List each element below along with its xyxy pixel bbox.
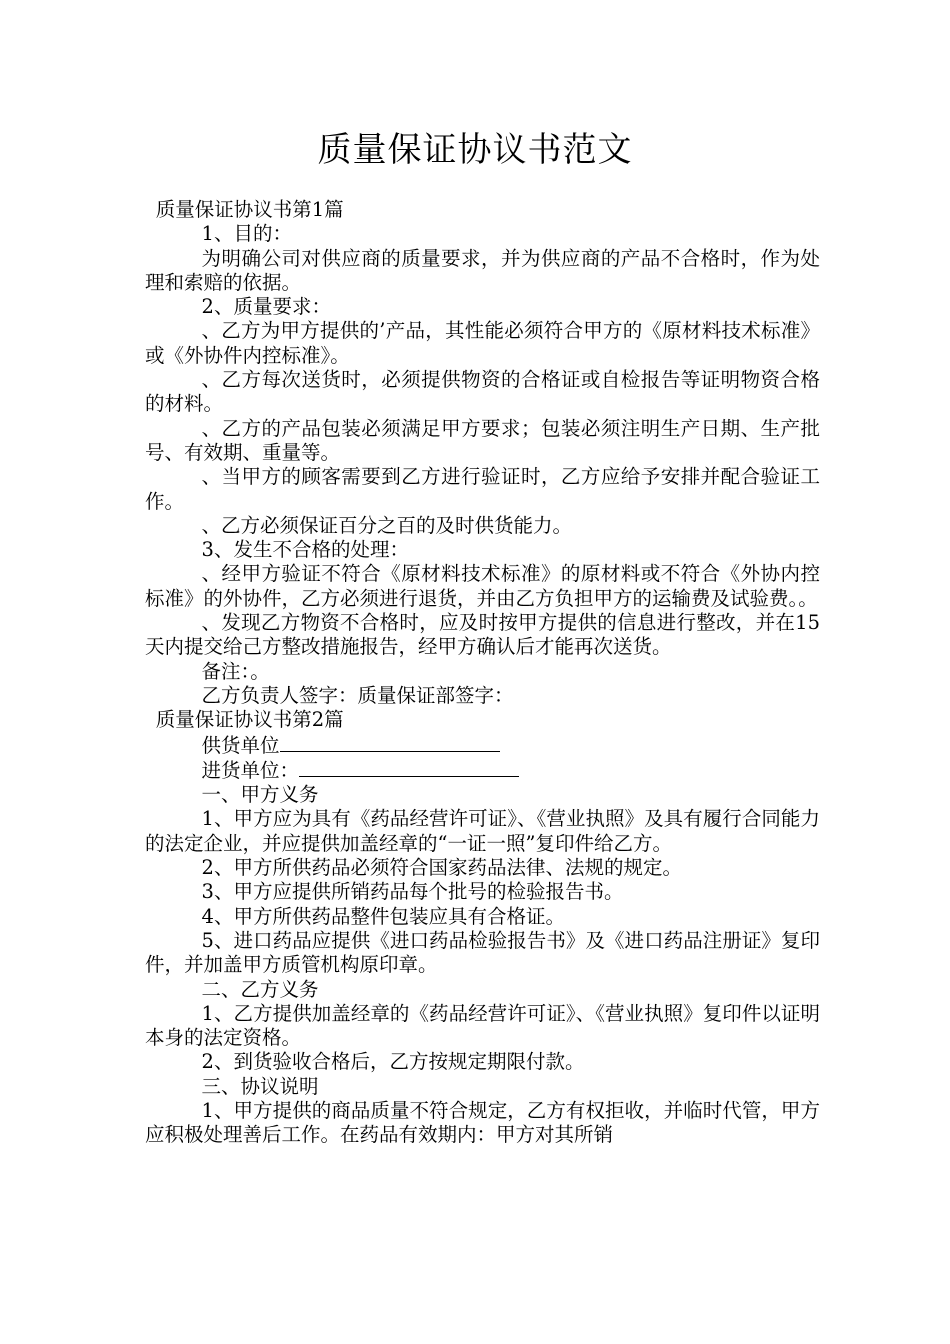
paragraph [145, 465, 820, 514]
paragraph-text: 1、甲方应为具有《药品经营许可证》、《营业执照》及具有履行合同能力的法定企业，并应提供加盖经章的“一证一照”复印件给乙方。 [145, 807, 820, 855]
paragraph [145, 319, 820, 368]
paragraph-text: 2、甲方所供药品必须符合国家药品法律、法规的规定。 [201, 856, 682, 880]
paragraph [145, 514, 820, 538]
paragraph-text: 5、进口药品应提供《进口药品检验报告书》及《进口药品注册证》复印件，并加盖甲方质管机构原印章。 [145, 928, 820, 977]
paragraph-text: 、乙方为甲方提供的’产品，其性能必须符合甲方的《原材料技术标准》或《外协件内控标准》。 [145, 319, 820, 367]
paragraph-text: 、经甲方验证不符合《原材料技术标准》的原材料或不符合《外协内控标准》的外协件，乙方必须进行退货，并由乙方负担甲方的运输费及试验费。。 [145, 562, 820, 610]
paragraph [145, 222, 820, 246]
paragraph-text: 4、甲方所供药品整件包装应具有合格证。 [201, 904, 565, 928]
paragraph [145, 295, 820, 319]
paragraph [145, 733, 820, 758]
document-body [145, 198, 820, 1148]
paragraph [145, 1075, 820, 1099]
paragraph-text: 二、乙方义务 [201, 977, 319, 1001]
paragraph-text: 乙方负责人签字：质量保证部签字： [201, 683, 514, 707]
paragraph [145, 880, 820, 904]
paragraph-text: 3、甲方应提供所销药品每个批号的检验报告书。 [201, 880, 624, 904]
paragraph-text: 一、甲方义务 [201, 783, 319, 807]
paragraph [145, 758, 820, 783]
paragraph [145, 1099, 820, 1148]
paragraph-text: 、乙方每次送货时，必须提供物资的合格证或自检报告等证明物资合格的材料。 [145, 368, 820, 416]
paragraph [145, 247, 820, 296]
document-title: 质量保证协议书范文 [317, 130, 633, 170]
paragraph [145, 538, 820, 562]
paragraph [145, 905, 820, 929]
paragraph-text: 1、目的： [201, 222, 292, 246]
paragraph [145, 562, 820, 611]
paragraph-text: 为明确公司对供应商的质量要求，并为供应商的产品不合格时，作为处理和索赔的依据。 [145, 246, 820, 294]
paragraph [145, 807, 820, 856]
paragraph-text: 供货单位 [201, 733, 280, 757]
paragraph-text: 3、发生不合格的处理： [201, 538, 409, 562]
paragraph-text: 、当甲方的顾客需要到乙方进行验证时，乙方应给予安排并配合验证工作。 [145, 465, 820, 513]
paragraph [145, 368, 820, 417]
paragraph-text: 三、协议说明 [201, 1074, 319, 1098]
paragraph-text: 、乙方的产品包装必须满足甲方要求；包装必须注明生产日期、生产批号、有效期、重量等。 [145, 416, 820, 464]
paragraph [145, 929, 820, 978]
paragraph-text: 、乙方必须保证百分之百的及时供货能力。 [201, 513, 573, 537]
section-heading [145, 198, 820, 222]
paragraph [145, 1050, 820, 1074]
paragraph-text: 进货单位： [201, 758, 300, 782]
paragraph [145, 417, 820, 466]
paragraph-text: 备注：。 [201, 659, 270, 683]
paragraph [145, 611, 820, 660]
paragraph-text: 、发现乙方物资不合格时，应及时按甲方提供的信息进行整改，并在15天内提交给己方整改措施报告，经甲方确认后才能再次送货。 [145, 611, 820, 659]
paragraph [145, 978, 820, 1002]
fill-in-blank-line [299, 758, 519, 777]
section-heading [145, 708, 820, 732]
paragraph-text: 质量保证协议书第1篇 [155, 198, 344, 221]
paragraph-text: 2、到货验收合格后，乙方按规定期限付款。 [201, 1050, 585, 1074]
paragraph-text: 2、质量要求： [201, 295, 331, 319]
paragraph-text: 1、甲方提供的商品质量不符合规定，乙方有权拒收，并临时代管，甲方应积极处理善后工作。在药品有效期内：甲方对其所销 [145, 1098, 820, 1147]
paragraph [145, 783, 820, 807]
paragraph [145, 684, 820, 708]
paragraph [145, 660, 820, 684]
paragraph [145, 856, 820, 880]
paragraph-text: 1、乙方提供加盖经章的《药品经营许可证》、《营业执照》复印件以证明本身的法定资格。 [145, 1001, 820, 1050]
paragraph [145, 1002, 820, 1051]
paragraph-text: 质量保证协议书第2篇 [155, 708, 344, 732]
fill-in-blank-line [280, 733, 500, 752]
